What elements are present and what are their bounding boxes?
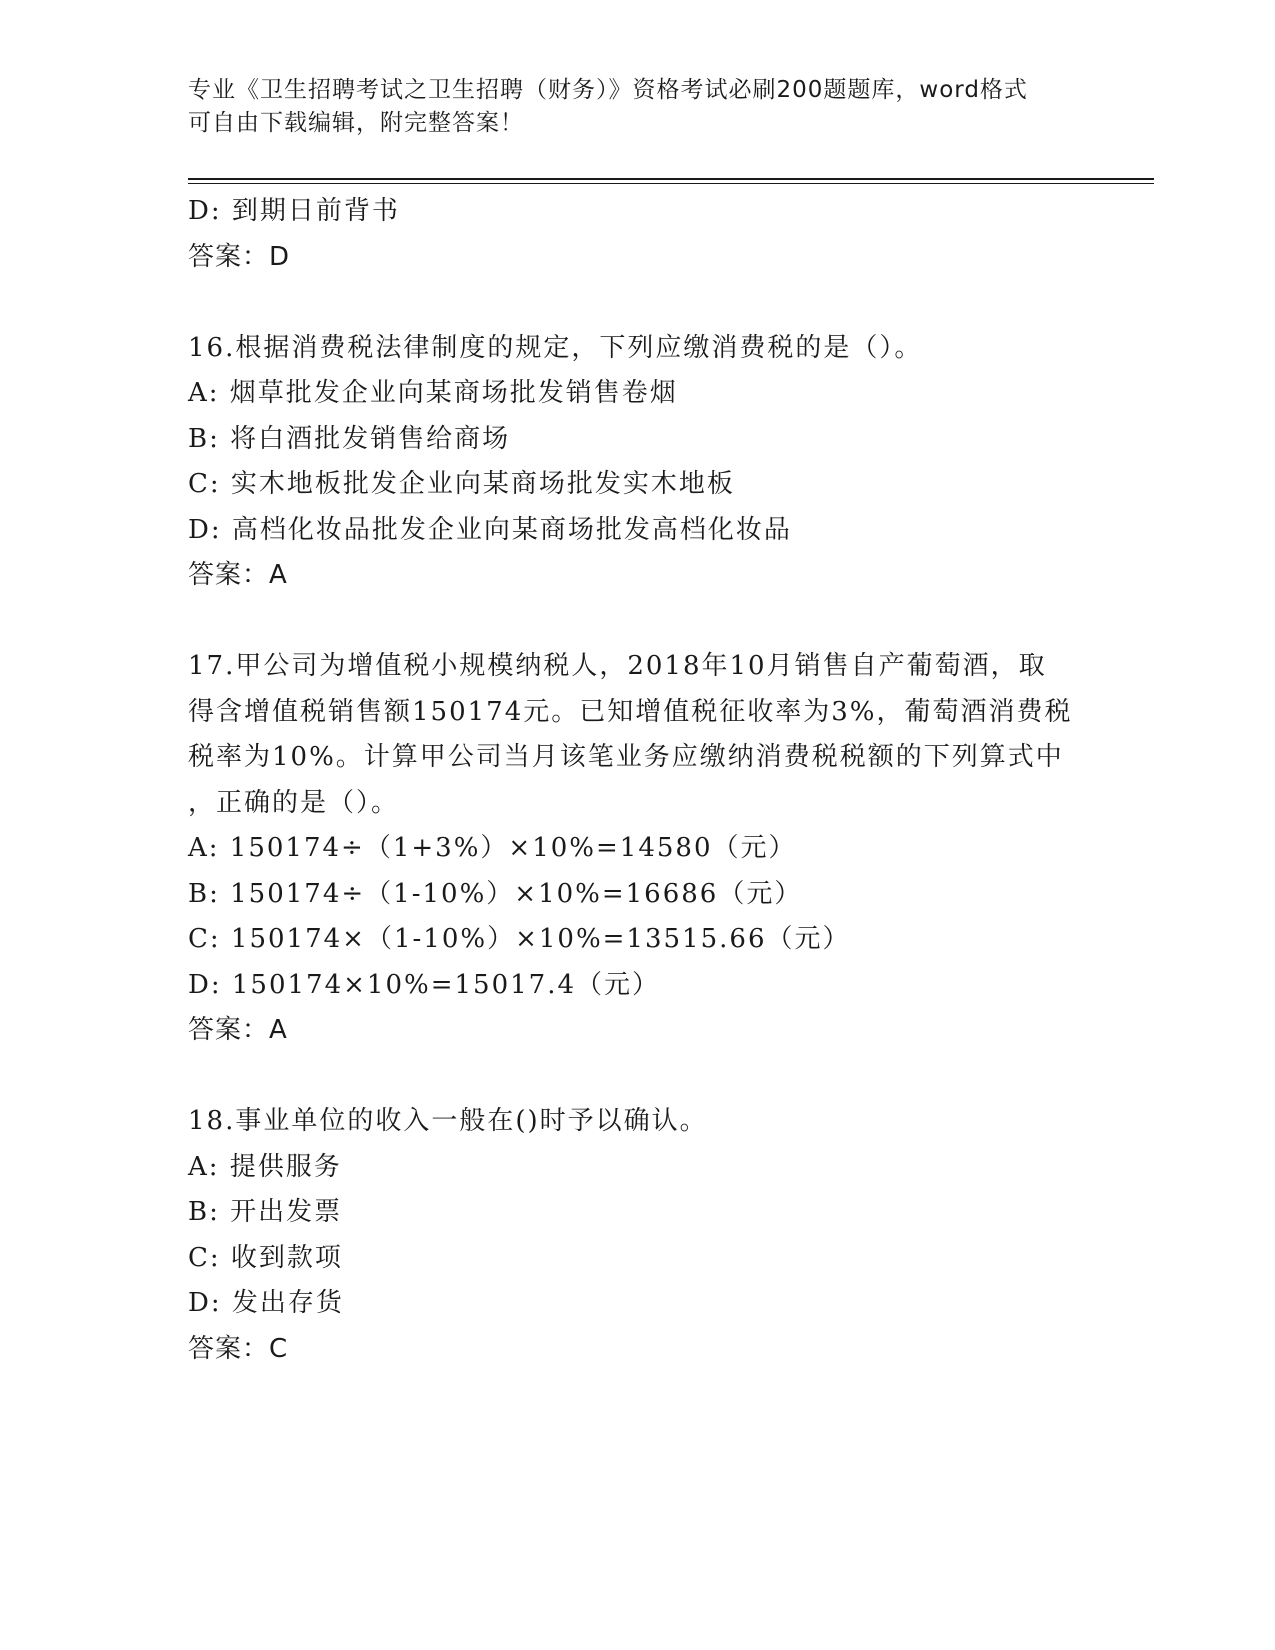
question-18-text: 18.事业单位的收入一般在()时予以确认。 — [188, 1106, 708, 1136]
header-divider-thick — [188, 178, 1154, 180]
question-content — [188, 189, 1088, 1372]
question-17-option-b: B: 150174÷（1-10%）×10%=16686（元） — [188, 878, 803, 909]
question-18 — [188, 1099, 1088, 1372]
header-divider-thin — [188, 183, 1154, 184]
question-17-answer: 答案：A — [188, 1015, 288, 1045]
question-16-option-c: C: 实木地板批发企业向某商场批发实木地板 — [188, 469, 735, 499]
question-16-text: 16.根据消费税法律制度的规定，下列应缴消费税的是（）。 — [188, 332, 923, 363]
header-line-2: 可自由下载编辑，附完整答案！ — [188, 110, 524, 136]
question-17-option-c: C: 150174×（1-10%）×10%=13515.66（元） — [188, 924, 851, 954]
question-17-option-a: A: 150174÷（1+3%）×10%=14580（元） — [188, 833, 797, 863]
question-17-text-line-3: 税率为10%。计算甲公司当月该笔业务应缴纳消费税税额的下列算式中 — [188, 742, 1064, 772]
spacer — [188, 599, 1088, 645]
question-18-option-a: A: 提供服务 — [188, 1151, 342, 1182]
question-17-text-line-2: 得含增值税销售额150174元。已知增值税征收率为3%，葡萄酒消费税 — [188, 696, 1073, 727]
question-17-option-d: D: 150174×10%=15017.4（元） — [188, 969, 660, 1000]
question-16-option-b: B: 将白酒批发销售给商场 — [188, 423, 511, 454]
question-18-option-c: C: 收到款项 — [188, 1242, 343, 1273]
question-18-option-b: B: 开出发票 — [188, 1197, 343, 1227]
question-18-option-d: D: 发出存货 — [188, 1288, 344, 1318]
question-17 — [188, 644, 1088, 1054]
spacer — [188, 1054, 1088, 1100]
prev-option-d: D: 到期日前背书 — [188, 196, 400, 226]
spacer — [188, 280, 1088, 326]
question-18-answer: 答案：C — [188, 1333, 289, 1364]
header-line-1: 专业《卫生招聘考试之卫生招聘（财务）》资格考试必刷200题题库，word格式 — [188, 77, 1028, 103]
question-16 — [188, 326, 1088, 599]
prev-answer: 答案：D — [188, 241, 291, 272]
question-16-answer: 答案：A — [188, 560, 288, 590]
document-header — [188, 74, 1088, 140]
question-17-text-line-1: 17.甲公司为增值税小规模纳税人，2018年10月销售自产葡萄酒，取 — [188, 651, 1047, 681]
question-17-text-line-4: ，正确的是（）。 — [188, 787, 400, 818]
question-16-option-d: D: 高档化妆品批发企业向某商场批发高档化妆品 — [188, 514, 792, 545]
prev-question-block — [188, 189, 1088, 280]
question-16-option-a: A: 烟草批发企业向某商场批发销售卷烟 — [188, 378, 678, 408]
